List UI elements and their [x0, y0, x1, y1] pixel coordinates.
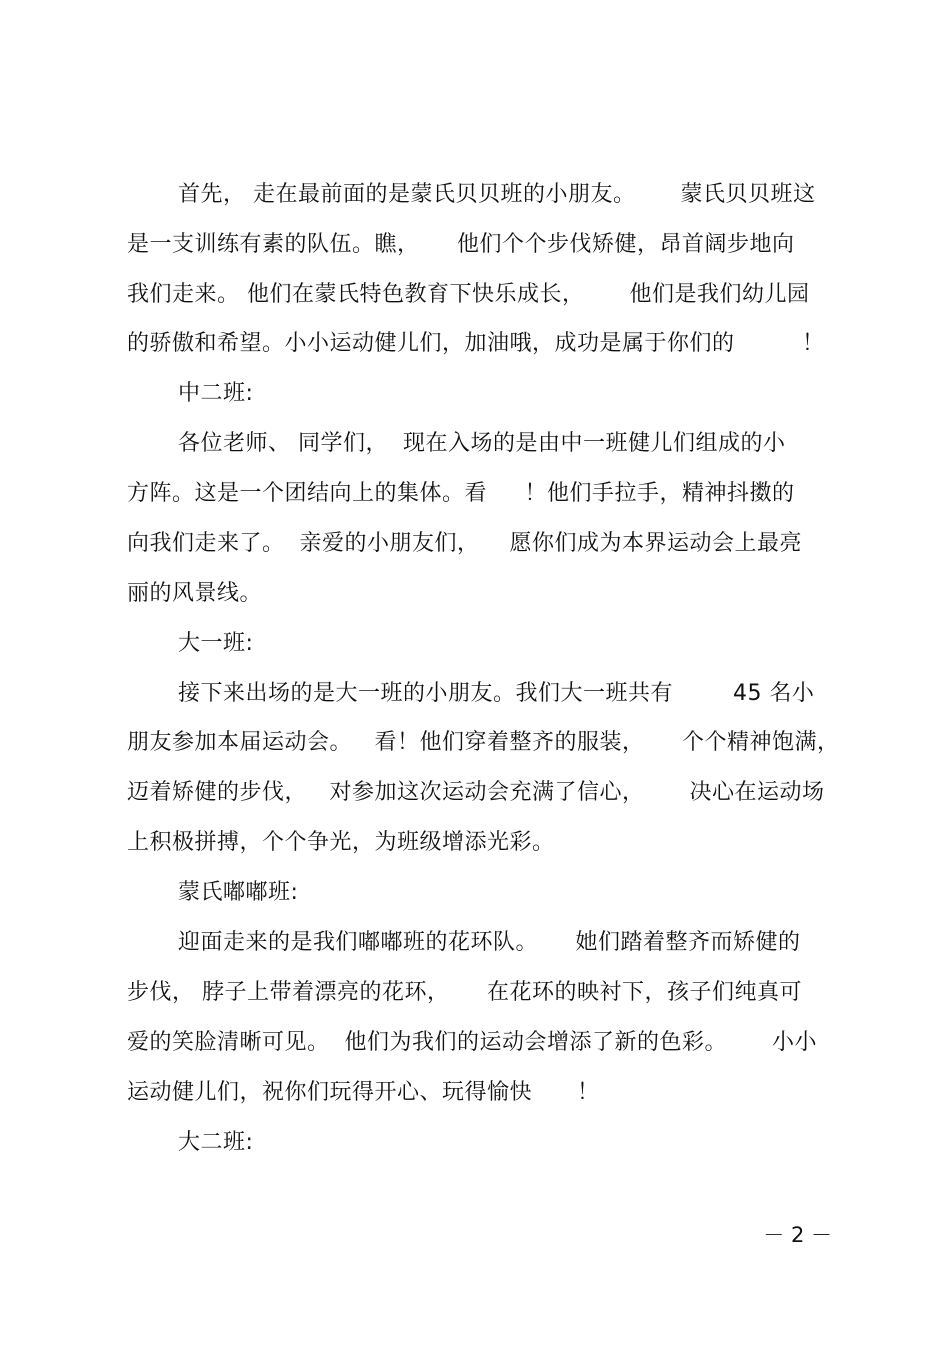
paragraph-line: 向我们走来了。 亲爱的小朋友们， 愿你们成为本界运动会上最亮 [127, 531, 802, 556]
paragraph-line: 首先， 走在最前面的是蒙氏贝贝班的小朋友。 蒙氏贝贝班这 [178, 182, 816, 207]
paragraph-line: 方阵。这是一个团结向上的集体。看 ！他们手拉手，精神抖擞的 [127, 481, 795, 506]
page-number: － 2 － [763, 1223, 832, 1247]
paragraph-line: 迈着矫健的步伐， 对参加这次运动会充满了信心， 决心在运动场 [127, 780, 825, 805]
paragraph-line: 爱的笑脸清晰可见。 他们为我们的运动会增添了新的色彩。 小小 [127, 1030, 817, 1055]
section-heading: 大二班: [178, 1130, 254, 1155]
paragraph-line: 是一支训练有素的队伍。瞧， 他们个个步伐矫健，昂首阔步地向 [127, 232, 795, 257]
paragraph-line: 各位老师、 同学们， 现在入场的是由中一班健儿们组成的小 [178, 431, 786, 456]
section-heading: 蒙氏嘟嘟班: [178, 880, 299, 905]
paragraph-line: 步伐， 脖子上带着漂亮的花环， 在花环的映衬下，孩子们纯真可 [127, 980, 802, 1005]
paragraph-line: 迎面走来的是我们嘟嘟班的花环队。 她们踏着整齐而矫健的 [178, 930, 801, 955]
paragraph-line: 我们走来。 他们在蒙氏特色教育下快乐成长， 他们是我们幼儿园 [127, 282, 810, 307]
paragraph-line: 的骄傲和希望。小小运动健儿们，加油哦，成功是属于你们的 ！ [127, 331, 825, 356]
paragraph-line: 接下来出场的是大一班的小朋友。我们大一班共有 45 名小 [178, 681, 815, 706]
paragraph-line: 丽的风景线。 [127, 581, 263, 606]
paragraph-line: 运动健儿们，祝你们玩得开心、玩得愉快 ！ [127, 1080, 600, 1105]
section-heading: 中二班: [178, 381, 254, 406]
paragraph-line: 朋友参加本届运动会。 看！他们穿着整齐的服装， 个个精神饱满， [127, 730, 840, 755]
paragraph-line: 上积极拼搏，个个争光，为班级增添光彩。 [127, 830, 555, 855]
section-heading: 大一班: [178, 631, 254, 656]
